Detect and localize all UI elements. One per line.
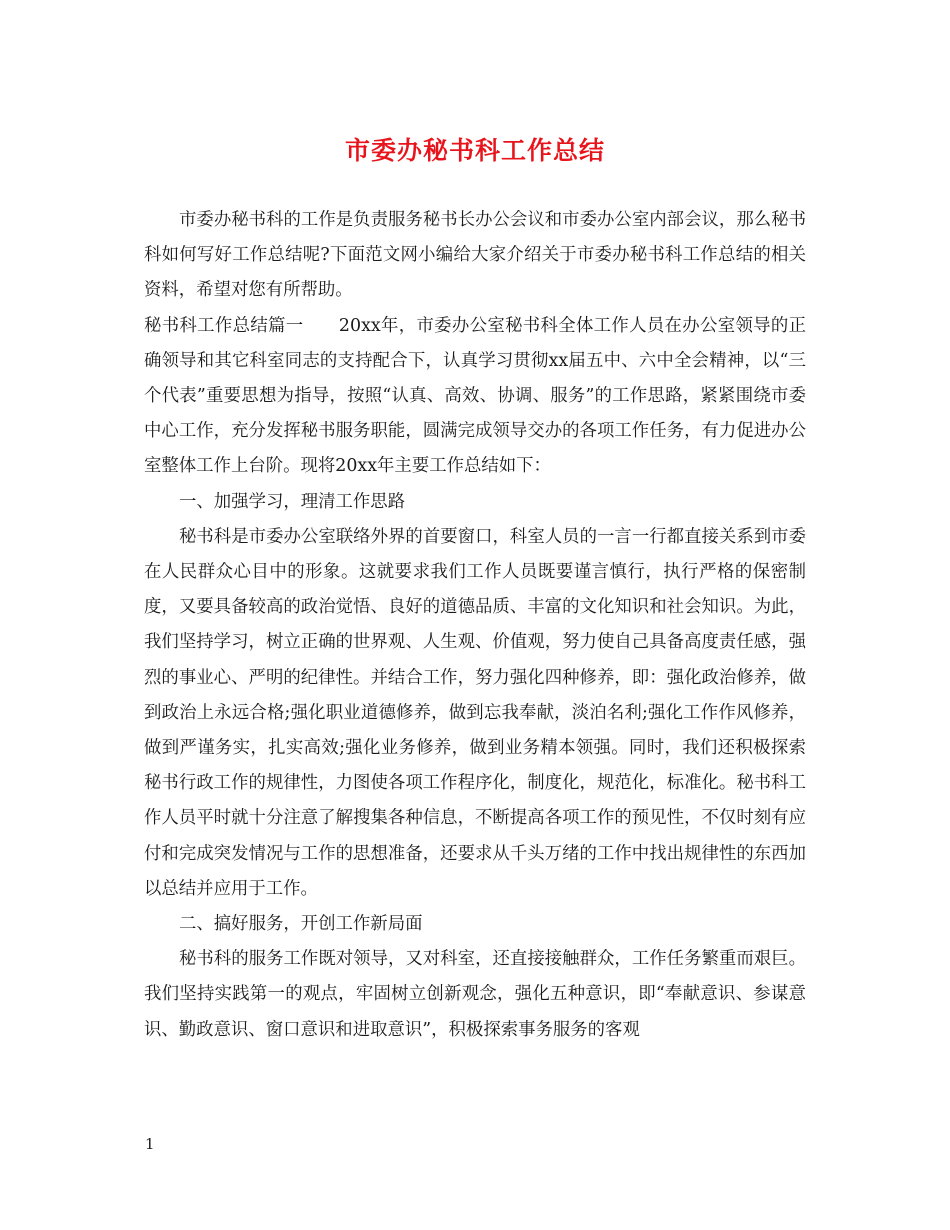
section-2-paragraph: 秘书科的服务工作既对领导，又对科室，还直接接触群众，工作任务繁重而艰巨。我们坚持实践第一的观点，牢固树立创新观念，强化五种意识，即“奉献意识、参谋意识、勤政意识、窗口意识和进取意识”，积极探索事务服务的客观	[144, 949, 806, 1040]
page-number: 1	[145, 1135, 155, 1153]
section-heading-1: 一、加强学习，理清工作思路	[179, 491, 406, 512]
article-opening-paragraph: 秘书科工作总结篇一 20xx年，市委办公室秘书科全体工作人员在办公室领导的正确领导和其它科室同志的支持配合下，认真学习贯彻xx届五中、六中全会精神，以“三个代表”重要思想为指导，按照“认真、高效、协调、服务”的工作思路，紧紧围绕市委中心工作，充分发挥秘书服务职能，圆满完成领导交办的各项工作任务，有力促进办公室整体工作上台阶。现将20xx年主要工作总结如下：	[144, 315, 806, 477]
document-title: 市委办秘书科工作总结	[344, 136, 605, 165]
section-1-paragraph: 秘书科是市委办公室联络外界的首要窗口，科室人员的一言一行都直接关系到市委在人民群众心目中的形象。这就要求我们工作人员既要谨言慎行，执行严格的保密制度，又要具备较高的政治觉悟、良好的道德品质、丰富的文化知识和社会知识。为此，我们坚持学习，树立正确的世界观、人生观、价值观，努力使自己具备高度责任感，强烈的事业心、严明的纪律性。并结合工作，努力强化四种修养，即：强化政治修养，做到政治上永远合格;强化职业道德修养，做到忘我奉献，淡泊名利;强化工作作风修养，做到严谨务实，扎实高效;强化业务修养，做到业务精本领强。同时，我们还积极探索秘书行政工作的规律性，力图使各项工作程序化，制度化，规范化，标准化。秘书科工作人员平时就十分注意了解搜集各种信息，不断提高各项工作的预见性，不仅时刻有应付和完成突发情况与工作的思想准备，还要求从千头万绪的工作中找出规律性的东西加以总结并应用于工作。	[144, 526, 806, 899]
section-heading-2: 二、搞好服务，开创工作新局面	[179, 914, 423, 935]
document-body	[144, 203, 806, 1048]
intro-paragraph: 市委办秘书科的工作是负责服务秘书长办公会议和市委办公室内部会议，那么秘书科如何写好工作总结呢?下面范文网小编给大家介绍关于市委办秘书科工作总结的相关资料，希望对您有所帮助。	[144, 210, 806, 301]
